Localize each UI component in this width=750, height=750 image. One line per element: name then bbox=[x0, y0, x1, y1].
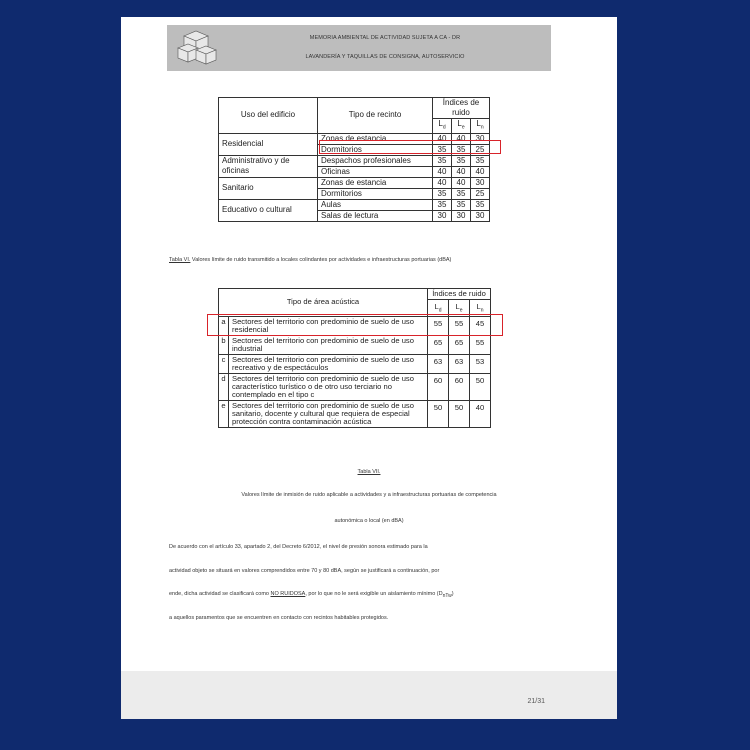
table-row bbox=[219, 354, 491, 373]
value-cell: 40 bbox=[433, 177, 452, 188]
value-cell: 30 bbox=[471, 210, 490, 221]
value-cell: 40 bbox=[452, 166, 471, 177]
area-description: Sectores del territorio con predominio de suelo de uso industrial bbox=[229, 335, 428, 354]
value-cell: 50 bbox=[470, 373, 491, 400]
value-cell: 40 bbox=[452, 177, 471, 188]
value-cell: 35 bbox=[471, 155, 490, 166]
company-logo-icon bbox=[170, 28, 222, 68]
uso-cell: Administrativo y de oficinas bbox=[219, 155, 318, 177]
table-row bbox=[219, 373, 491, 400]
area-letter: e bbox=[219, 400, 229, 427]
area-description: Sectores del territorio con predominio de suelo de uso sanitario, docente y cultural que requiera de especial protección contra contaminación acústica bbox=[229, 400, 428, 427]
value-cell: 40 bbox=[452, 133, 471, 144]
area-letter: d bbox=[219, 373, 229, 400]
tipo-cell: Despachos profesionales bbox=[318, 155, 433, 166]
value-cell: 25 bbox=[471, 188, 490, 199]
paragraph-line: actividad objeto se situará en valores comprendidos entre 70 y 80 dBA, según se justificará a continuación, por bbox=[169, 568, 440, 574]
tipo-cell: Oficinas bbox=[318, 166, 433, 177]
header-tipo: Tipo de recinto bbox=[318, 98, 433, 134]
value-cell: 30 bbox=[471, 177, 490, 188]
value-cell: 60 bbox=[428, 373, 449, 400]
value-cell: 40 bbox=[433, 166, 452, 177]
value-cell: 50 bbox=[428, 400, 449, 427]
value-cell: 40 bbox=[471, 166, 490, 177]
value-cell: 63 bbox=[449, 354, 470, 373]
value-cell: 30 bbox=[471, 133, 490, 144]
uso-cell: Residencial bbox=[219, 133, 318, 155]
paragraph-line: De acuerdo con el artículo 33, apartado 2, del Decreto 6/2012, el nivel de presión sonora estimado para la bbox=[169, 544, 428, 550]
table-row bbox=[219, 400, 491, 427]
header-tipo-area: Tipo de área acústica bbox=[219, 289, 428, 317]
value-cell: 35 bbox=[433, 144, 452, 155]
value-cell: 30 bbox=[452, 210, 471, 221]
value-cell: 35 bbox=[471, 199, 490, 210]
document-page bbox=[121, 17, 617, 719]
table-row bbox=[219, 177, 490, 188]
table-row bbox=[219, 199, 490, 210]
value-cell: 55 bbox=[470, 335, 491, 354]
value-cell: 55 bbox=[428, 316, 449, 335]
highlight-dormitorios-box bbox=[319, 140, 501, 154]
value-cell: 35 bbox=[452, 188, 471, 199]
value-cell: 65 bbox=[449, 335, 470, 354]
tipo-cell: Salas de lectura bbox=[318, 210, 433, 221]
table-row bbox=[219, 335, 491, 354]
tipo-cell: Dormitorios bbox=[318, 188, 433, 199]
value-cell: 60 bbox=[449, 373, 470, 400]
table-vii-caption-line1: Valores límite de inmisión de ruido aplicable a actividades y a infraestructuras portuarias de competencia bbox=[241, 492, 497, 498]
subheader-ld: $L_d$ bbox=[433, 119, 452, 134]
value-cell: 35 bbox=[433, 155, 452, 166]
value-cell: 63 bbox=[428, 354, 449, 373]
paragraph-line: ende, dicha actividad se clasificará como NO RUIDOSA, por lo que no le será exigible un aislamiento mínimo (DnTw) bbox=[169, 591, 454, 600]
table-row bbox=[219, 155, 490, 166]
area-description: Sectores del territorio con predominio de suelo de uso residencial bbox=[229, 316, 428, 335]
value-cell: 35 bbox=[433, 199, 452, 210]
value-cell: 25 bbox=[471, 144, 490, 155]
tipo-cell: Zonas de estancia bbox=[318, 177, 433, 188]
subheader-ln: $L_n$ bbox=[471, 119, 490, 134]
uso-cell: Sanitario bbox=[219, 177, 318, 199]
value-cell: 65 bbox=[428, 335, 449, 354]
tipo-cell: Zonas de estancia bbox=[318, 133, 433, 144]
table-vi-caption: Tabla VI. Valores límite de ruido transmitido a locales colindantes por actividades e infraestructuras portuarias (dBA) bbox=[169, 257, 452, 263]
value-cell: 35 bbox=[452, 144, 471, 155]
area-letter: b bbox=[219, 335, 229, 354]
subheader-ln: $L_n$ bbox=[470, 300, 491, 317]
highlight-residencial-box bbox=[207, 314, 503, 336]
page-number: 21/31 bbox=[527, 698, 545, 705]
value-cell: 53 bbox=[470, 354, 491, 373]
subheader-le: $L_e$ bbox=[449, 300, 470, 317]
tipo-cell: Dormitorios bbox=[318, 144, 433, 155]
noise-limits-table-vii bbox=[218, 288, 491, 428]
tipo-cell: Aulas bbox=[318, 199, 433, 210]
area-description: Sectores del territorio con predominio de suelo de uso recreativo y de espectáculos bbox=[229, 354, 428, 373]
value-cell: 35 bbox=[433, 188, 452, 199]
value-cell: 40 bbox=[470, 400, 491, 427]
value-cell: 45 bbox=[470, 316, 491, 335]
value-cell: 35 bbox=[452, 199, 471, 210]
area-letter: c bbox=[219, 354, 229, 373]
value-cell: 40 bbox=[433, 133, 452, 144]
area-letter: a bbox=[219, 316, 229, 335]
page-footer bbox=[121, 671, 617, 719]
value-cell: 30 bbox=[433, 210, 452, 221]
value-cell: 35 bbox=[452, 155, 471, 166]
value-cell: 55 bbox=[449, 316, 470, 335]
header-indices: Índices de ruido bbox=[433, 98, 490, 119]
page-header bbox=[167, 25, 551, 71]
uso-cell: Educativo o cultural bbox=[219, 199, 318, 221]
header-title: MEMORIA AMBIENTAL DE ACTIVIDAD SUJETA A CA - DR bbox=[309, 35, 461, 41]
noise-limits-table-vi bbox=[218, 97, 490, 222]
header-indices: Índices de ruido bbox=[428, 289, 491, 300]
subheader-ld: $L_d$ bbox=[428, 300, 449, 317]
table-vii-caption-line2: autonómica o local (en dBA) bbox=[334, 518, 404, 524]
subheader-le: $L_e$ bbox=[452, 119, 471, 134]
header-subtitle: LAVANDERÍA Y TAQUILLAS DE CONSIGNA, AUTOSERVICIO bbox=[305, 54, 465, 60]
header-uso: Uso del edificio bbox=[219, 98, 318, 134]
area-description: Sectores del territorio con predominio de suelo de uso característico turístico o de otro uso terciario no contemplado en el tipo c bbox=[229, 373, 428, 400]
paragraph-line: a aquellos paramentos que se encuentren en contacto con recintos habitables protegidos. bbox=[169, 615, 389, 621]
table-vii-label: Tabla VII. bbox=[357, 469, 381, 475]
value-cell: 50 bbox=[449, 400, 470, 427]
